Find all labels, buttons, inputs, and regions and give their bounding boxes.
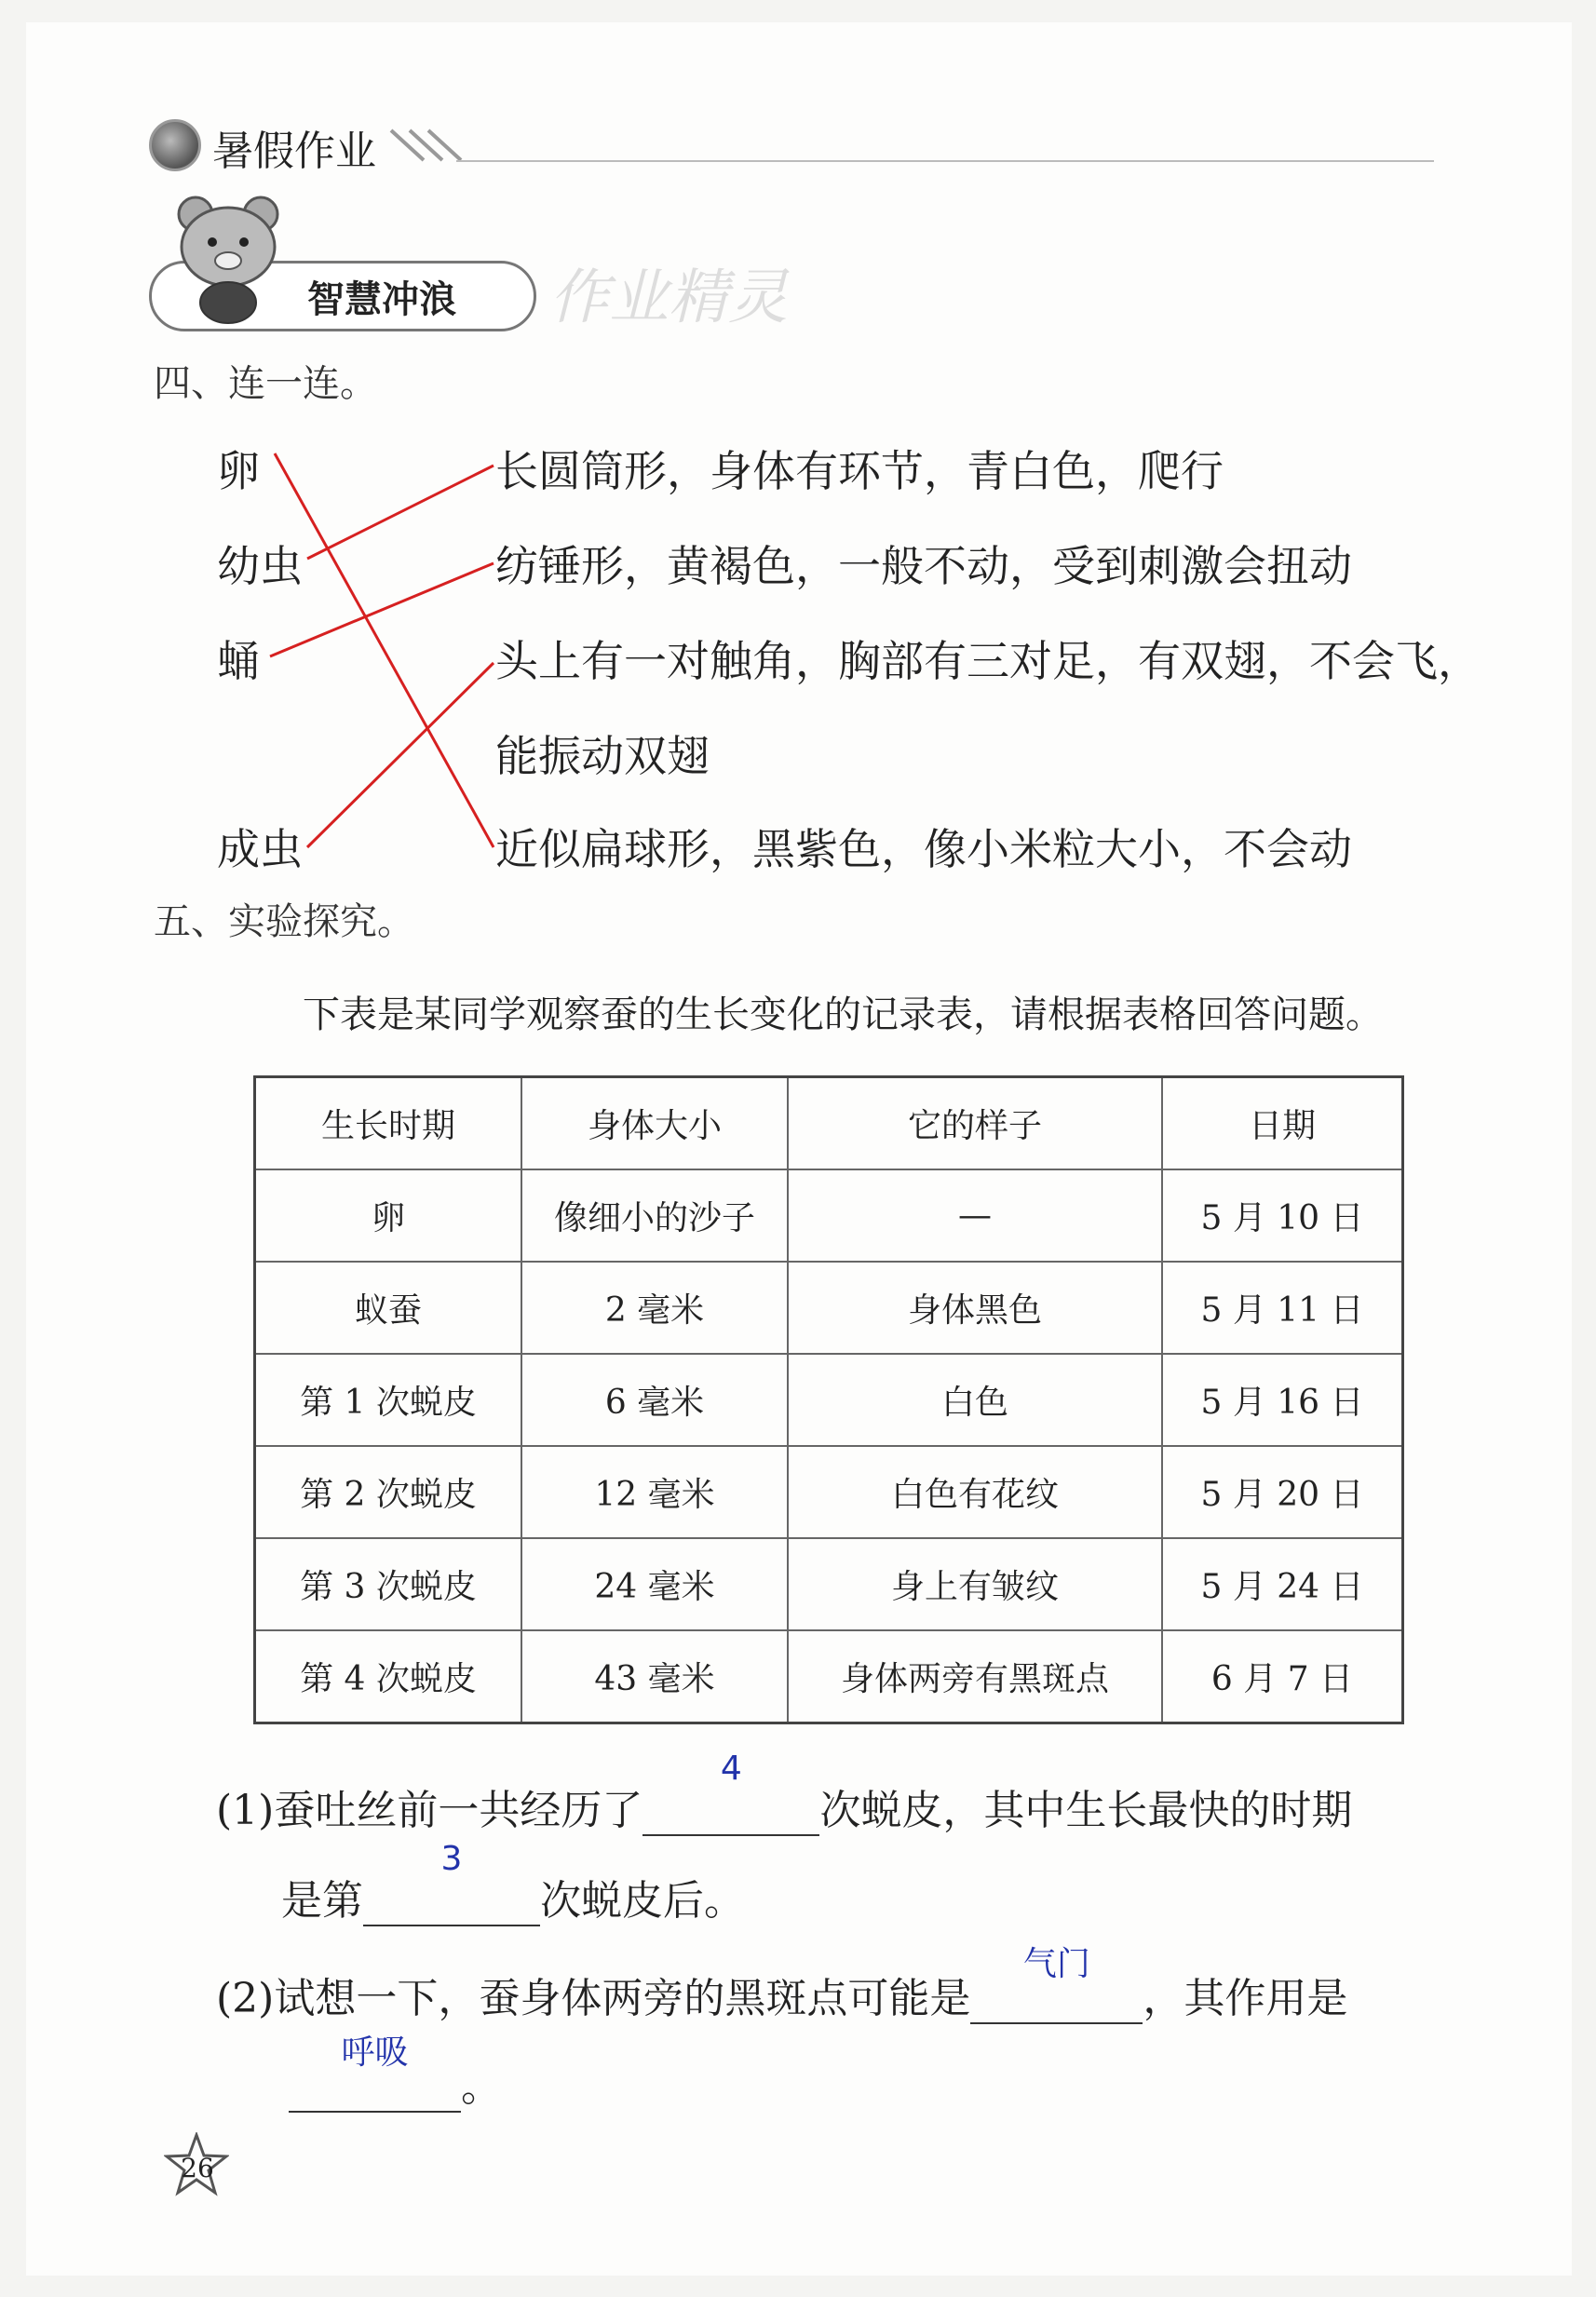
header-title: 暑假作业 [212,128,376,175]
table-header-cell: 生长时期 [255,1077,522,1170]
page-number: 26 [181,2153,214,2183]
subquestion-1-line1 [216,1750,1353,1836]
watermark: 作业精灵 [549,263,788,332]
table-cell: — [788,1169,1162,1262]
growth-table [253,1075,1404,1724]
table-cell: 6 月 7 日 [1162,1630,1403,1723]
table-row [255,1354,1403,1446]
q5-intro: 下表是某同学观察蚕的生长变化的记录表，请根据表格回答问题。 [303,993,1383,1036]
left-item-larva: 幼虫 [217,541,303,591]
table-cell: 第 1 次蜕皮 [255,1354,522,1446]
table-cell: 白色有花纹 [788,1446,1162,1538]
right-item-2: 纺锤形，黄褐色，一般不动，受到刺激会扭动 [495,541,1352,591]
table-cell: 12 毫米 [521,1446,788,1538]
section-banner-title: 智慧冲浪 [307,278,456,321]
handwritten-answer: 呼吸 [341,2034,409,2072]
table-cell: 第 2 次蜕皮 [255,1446,522,1538]
subquestion-text: 是第 [281,1877,363,1925]
table-cell: 5 月 11 日 [1162,1262,1403,1354]
q5-title: 五、实验探究。 [154,900,414,943]
right-item-1: 长圆筒形，身体有环节，青白色，爬行 [495,446,1224,496]
answer-blank-spots[interactable] [970,1945,1143,2024]
table-cell: 24 毫米 [521,1538,788,1630]
subquestion-text: 次蜕皮，其中生长最快的时期 [819,1787,1353,1834]
matching-lines [0,0,1596,931]
table-header-cell: 日期 [1162,1077,1403,1170]
table-cell: 第 3 次蜕皮 [255,1538,522,1630]
table-header-row [255,1077,1403,1170]
table-cell: 蚁蚕 [255,1262,522,1354]
handwritten-answer: 气门 [1022,1945,1090,1983]
subquestion-text: (1)蚕吐丝前一共经历了 [216,1787,643,1834]
subquestion-text: ，其作用是 [1143,1975,1348,2022]
table-cell: 身体黑色 [788,1262,1162,1354]
right-item-3: 头上有一对触角，胸部有三对足，有双翅，不会飞， [495,636,1481,686]
answer-blank-function[interactable] [289,2034,461,2113]
table-header-cell: 身体大小 [521,1077,788,1170]
left-item-egg: 卵 [217,446,260,496]
match-line-pupa [270,563,494,656]
table-cell: 2 毫米 [521,1262,788,1354]
table-cell: 身体两旁有黑斑点 [788,1630,1162,1723]
left-item-pupa: 蛹 [217,636,260,686]
right-item-4: 近似扁球形，黑紫色，像小米粒大小，不会动 [495,824,1352,874]
subquestion-2-line1 [216,1945,1348,2024]
table-cell: 白色 [788,1354,1162,1446]
table-row [255,1538,1403,1630]
table-row [255,1169,1403,1262]
right-item-3b: 能振动双翅 [495,731,710,781]
table-cell: 卵 [255,1169,522,1262]
table-cell: 43 毫米 [521,1630,788,1723]
match-line-adult [307,663,494,847]
subquestion-1-line2 [281,1840,745,1926]
table-row [255,1446,1403,1538]
match-line-egg [275,453,494,847]
subquestion-text: 次蜕皮后。 [540,1877,745,1925]
subquestion-2-line2 [289,2034,502,2113]
table-header-cell: 它的样子 [788,1077,1162,1170]
table-cell: 第 4 次蜕皮 [255,1630,522,1723]
table-cell: 身上有皱纹 [788,1538,1162,1630]
table-cell: 6 毫米 [521,1354,788,1446]
q4-title: 四、连一连。 [154,362,377,405]
subquestion-text: 。 [461,2063,502,2111]
handwritten-answer: 4 [720,1750,742,1788]
match-line-larva [307,466,494,559]
subquestion-text: (2)试想一下，蚕身体两旁的黑斑点可能是 [216,1975,971,2022]
table-row [255,1262,1403,1354]
table-row [255,1630,1403,1723]
table-cell: 像细小的沙子 [521,1169,788,1262]
table-cell: 5 月 24 日 [1162,1538,1403,1630]
answer-blank-fastest[interactable] [363,1840,540,1926]
answer-blank-molts[interactable] [642,1750,819,1836]
table-cell: 5 月 10 日 [1162,1169,1403,1262]
table-cell: 5 月 16 日 [1162,1354,1403,1446]
table-cell: 5 月 20 日 [1162,1446,1403,1538]
left-item-adult: 成虫 [217,824,303,874]
handwritten-answer: 3 [440,1840,463,1878]
